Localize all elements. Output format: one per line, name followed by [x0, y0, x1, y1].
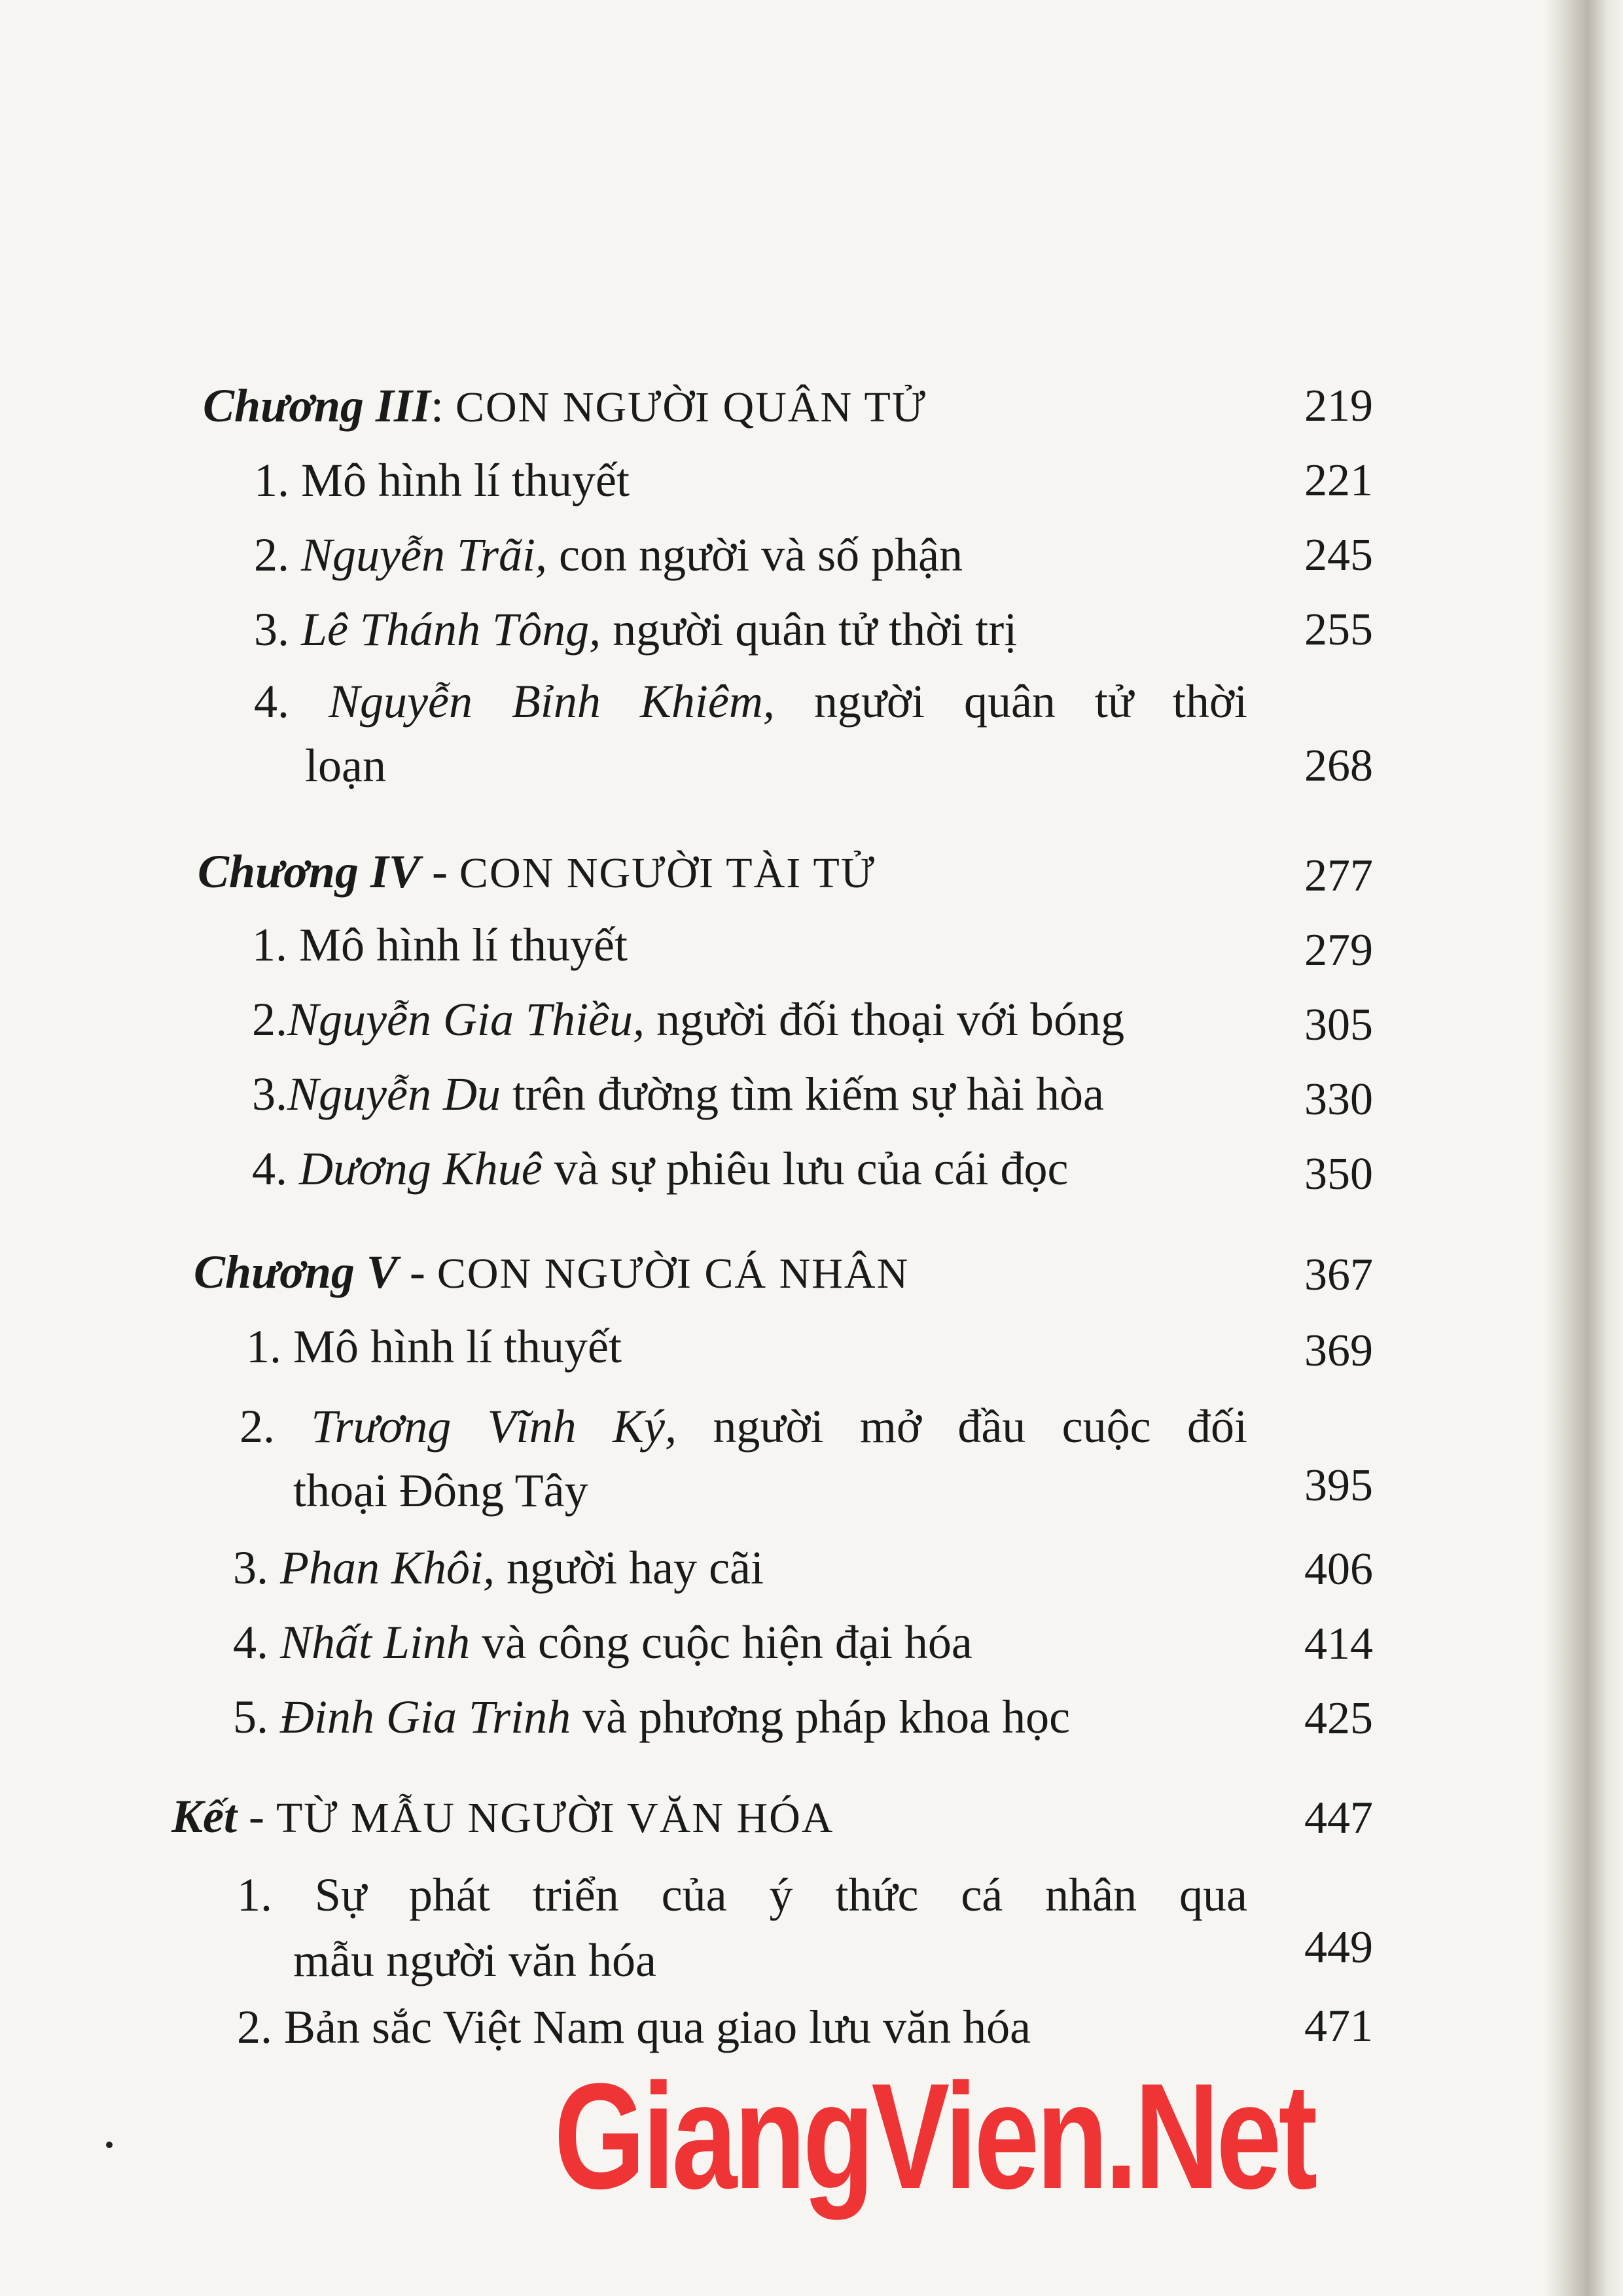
item-number: 2. — [252, 993, 287, 1046]
chapter-label: Chương III — [203, 380, 431, 432]
chapter-title: CON NGƯỜI TÀI TỬ — [459, 849, 876, 897]
toc-item-continuation: loạn — [305, 739, 386, 792]
item-text: người quân tử thời — [774, 675, 1248, 728]
item-name: Đinh Gia Trinh — [280, 1691, 571, 1743]
toc-item — [252, 993, 1125, 1046]
toc-item — [233, 1691, 1071, 1743]
item-number: 3. — [254, 603, 289, 656]
item-name: Nguyễn Bỉnh Khiêm, — [329, 675, 775, 728]
item-name: Trương Vĩnh Ký, — [311, 1400, 677, 1453]
item-text: Mô hình lí thuyết — [293, 1320, 622, 1373]
page-number: 425 — [1304, 1693, 1373, 1744]
page-number: 330 — [1304, 1074, 1373, 1125]
toc-item — [233, 1542, 764, 1594]
page-number: 221 — [1304, 455, 1373, 506]
item-name: Dương Khuê — [299, 1142, 543, 1195]
chapter-separator: - — [236, 1790, 276, 1843]
item-number: 1. — [246, 1320, 281, 1373]
page-number: 268 — [1304, 741, 1373, 791]
item-text: người quân tử thời trị — [601, 603, 1018, 656]
toc-item — [254, 454, 630, 506]
chapter-title: CON NGƯỜI CÁ NHÂN — [437, 1250, 910, 1298]
item-name: Nguyễn Gia Thiều, — [287, 993, 645, 1046]
toc-item — [252, 1142, 1069, 1195]
page-number: 245 — [1304, 530, 1373, 580]
toc-item-continuation: thoại Đông Tây — [293, 1464, 588, 1517]
item-name: Phan Khôi, — [280, 1542, 495, 1594]
page-number: 471 — [1304, 2001, 1373, 2051]
toc-item — [252, 1070, 1104, 1118]
chapter-separator: - — [419, 845, 459, 898]
toc-item — [252, 919, 628, 971]
page-number: 219 — [1304, 381, 1373, 431]
item-name: Lê Thánh Tông, — [301, 603, 601, 656]
item-number: 2. — [254, 529, 289, 581]
toc-item — [246, 1320, 622, 1373]
item-text: con người và số phận — [547, 529, 963, 581]
item-number: 1. — [237, 1869, 272, 1921]
item-text: người mở đầu cuộc đối — [676, 1400, 1247, 1453]
toc-item — [254, 675, 1248, 728]
item-text: và sự phiêu lưu của cái đọc — [542, 1142, 1069, 1195]
toc-item — [237, 2001, 1031, 2053]
item-text: Bản sắc Việt Nam qua giao lưu văn hóa — [284, 2001, 1031, 2053]
page-number: 350 — [1304, 1149, 1373, 1199]
item-number: 4. — [233, 1616, 268, 1669]
page-number: 447 — [1304, 1793, 1373, 1843]
page-number: 406 — [1304, 1544, 1373, 1595]
toc-item — [233, 1616, 972, 1669]
item-text: và công cuộc hiện đại hóa — [470, 1616, 972, 1669]
item-text: Mô hình lí thuyết — [299, 919, 628, 971]
item-text: Mô hình lí thuyết — [301, 454, 630, 506]
item-text: Sự phát triển của ý thức cá nhân qua — [314, 1869, 1247, 1921]
item-text: trên đường tìm kiếm sự hài hòa — [500, 1068, 1104, 1120]
item-number: 1. — [252, 919, 287, 971]
item-number: 3. — [252, 1068, 287, 1120]
page-number: 367 — [1304, 1250, 1373, 1300]
chapter-heading — [194, 1248, 909, 1296]
page-number: 305 — [1304, 1000, 1373, 1050]
toc-item — [254, 603, 1018, 656]
page-number: 279 — [1304, 925, 1373, 976]
chapter-title: CON NGƯỜI QUÂN TỬ — [455, 383, 927, 431]
page-number: 255 — [1304, 605, 1373, 655]
watermark: GiangVien.Net — [554, 2052, 1315, 2220]
item-number: 3. — [233, 1542, 268, 1594]
chapter-heading — [203, 380, 927, 432]
toc-item — [254, 529, 963, 581]
item-name: Nguyễn Du — [287, 1068, 501, 1120]
toc-item — [240, 1400, 1247, 1453]
chapter-heading — [171, 1790, 834, 1843]
item-number: 4. — [254, 675, 289, 728]
item-name: Nhất Linh — [280, 1616, 471, 1669]
toc-item-continuation: mẫu người văn hóa — [293, 1934, 656, 1987]
chapter-separator: - — [397, 1246, 437, 1298]
page-number: 414 — [1304, 1619, 1373, 1669]
chapter-title: TỪ MẪU NGƯỜI VĂN HÓA — [276, 1794, 834, 1842]
item-number: 2. — [240, 1400, 275, 1453]
page-number: 395 — [1304, 1460, 1373, 1511]
item-number: 2. — [237, 2001, 272, 2053]
item-text: và phương pháp khoa học — [571, 1691, 1071, 1743]
item-number: 4. — [252, 1142, 287, 1195]
item-number: 1. — [254, 454, 289, 506]
item-number: 5. — [233, 1691, 268, 1743]
page-number: 277 — [1304, 851, 1373, 901]
page-number: 449 — [1304, 1922, 1373, 1973]
chapter-label: Chương V — [194, 1246, 398, 1298]
chapter-heading — [198, 845, 876, 898]
chapter-separator: : — [430, 380, 455, 432]
item-text: người hay cãi — [495, 1542, 764, 1594]
item-name: Nguyễn Trãi, — [301, 529, 548, 581]
page-number: 369 — [1304, 1326, 1373, 1376]
chapter-label: Kết — [171, 1790, 237, 1843]
scan-speck — [106, 2142, 113, 2148]
item-text: người đối thoại với bóng — [644, 993, 1125, 1046]
toc-item — [237, 1869, 1247, 1921]
chapter-label: Chương IV — [198, 845, 420, 898]
page-edge-shadow — [1544, 0, 1623, 2296]
